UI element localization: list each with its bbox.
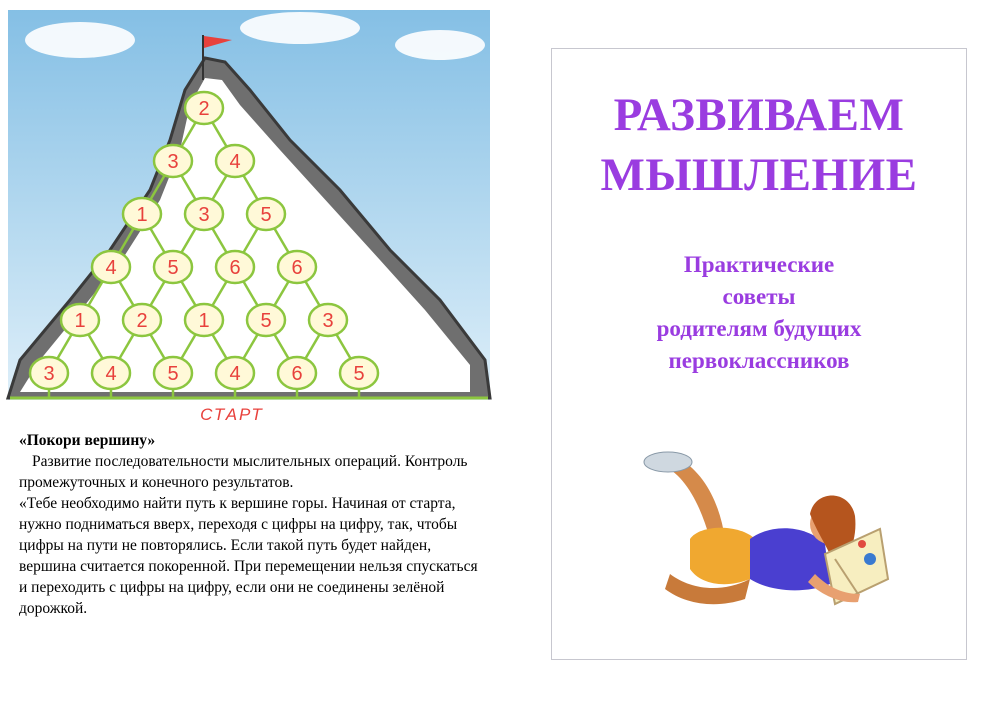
circle-number: 3 xyxy=(198,204,210,226)
circle-number: 6 xyxy=(229,257,241,279)
circle-number: 2 xyxy=(136,310,148,332)
circle-number: 1 xyxy=(136,204,148,226)
cloud xyxy=(395,30,485,60)
mountain-illustration xyxy=(0,0,520,430)
circle-number: 5 xyxy=(353,363,365,385)
circle-number: 6 xyxy=(291,363,303,385)
cover-title-line: РАЗВИВАЕМ xyxy=(613,89,905,141)
circle-number: 5 xyxy=(260,204,272,226)
circle-number: 5 xyxy=(167,257,179,279)
circle-number: 4 xyxy=(229,363,241,385)
game-title: «Покори вершину» xyxy=(19,432,156,449)
circle-number: 1 xyxy=(74,310,86,332)
circle-number: 4 xyxy=(229,151,241,173)
cover-title-line: МЫШЛЕНИЕ xyxy=(600,149,918,201)
subtitle-line: родителям будущих xyxy=(656,316,862,341)
circle-number: 5 xyxy=(167,363,179,385)
game-instructions: «Тебе необходимо найти путь к вершине горы. Начиная от старта, нужно подниматься вверх, переходя с цифры на цифру, так, чтобы цифры на пути не повторялись. Если такой путь будет найден, вершина считается покоренной. При перемещении нельзя спускаться и переходить с цифры на цифру, если они не соединены зелёной дорожкой. xyxy=(19,495,478,617)
circle-number: 3 xyxy=(167,151,179,173)
book-picture xyxy=(858,540,866,548)
circle-number: 6 xyxy=(291,257,303,279)
circle-number: 3 xyxy=(322,310,334,332)
subtitle-line: первоклассников xyxy=(668,348,850,373)
circle-number: 4 xyxy=(105,257,117,279)
cloud xyxy=(25,22,135,58)
cover-subtitle xyxy=(552,249,966,377)
reading-girl-illustration xyxy=(630,444,890,629)
brochure-cover xyxy=(551,48,967,660)
subtitle-line: Практические xyxy=(683,252,835,277)
circle-number: 2 xyxy=(198,98,210,120)
start-label: СТАРТ xyxy=(200,405,264,424)
game-goal: Развитие последовательности мыслительных операций. Контроль промежуточных и конечного результатов. xyxy=(19,453,468,491)
game-description xyxy=(19,430,489,619)
shoe xyxy=(644,452,692,472)
cover-title xyxy=(552,85,966,205)
subtitle-line: советы xyxy=(722,284,796,309)
circle-number: 3 xyxy=(43,363,55,385)
book-picture xyxy=(864,553,876,565)
circle-number: 4 xyxy=(105,363,117,385)
cloud xyxy=(240,12,360,44)
shorts xyxy=(690,528,755,584)
circle-number: 1 xyxy=(198,310,210,332)
circle-number: 5 xyxy=(260,310,272,332)
